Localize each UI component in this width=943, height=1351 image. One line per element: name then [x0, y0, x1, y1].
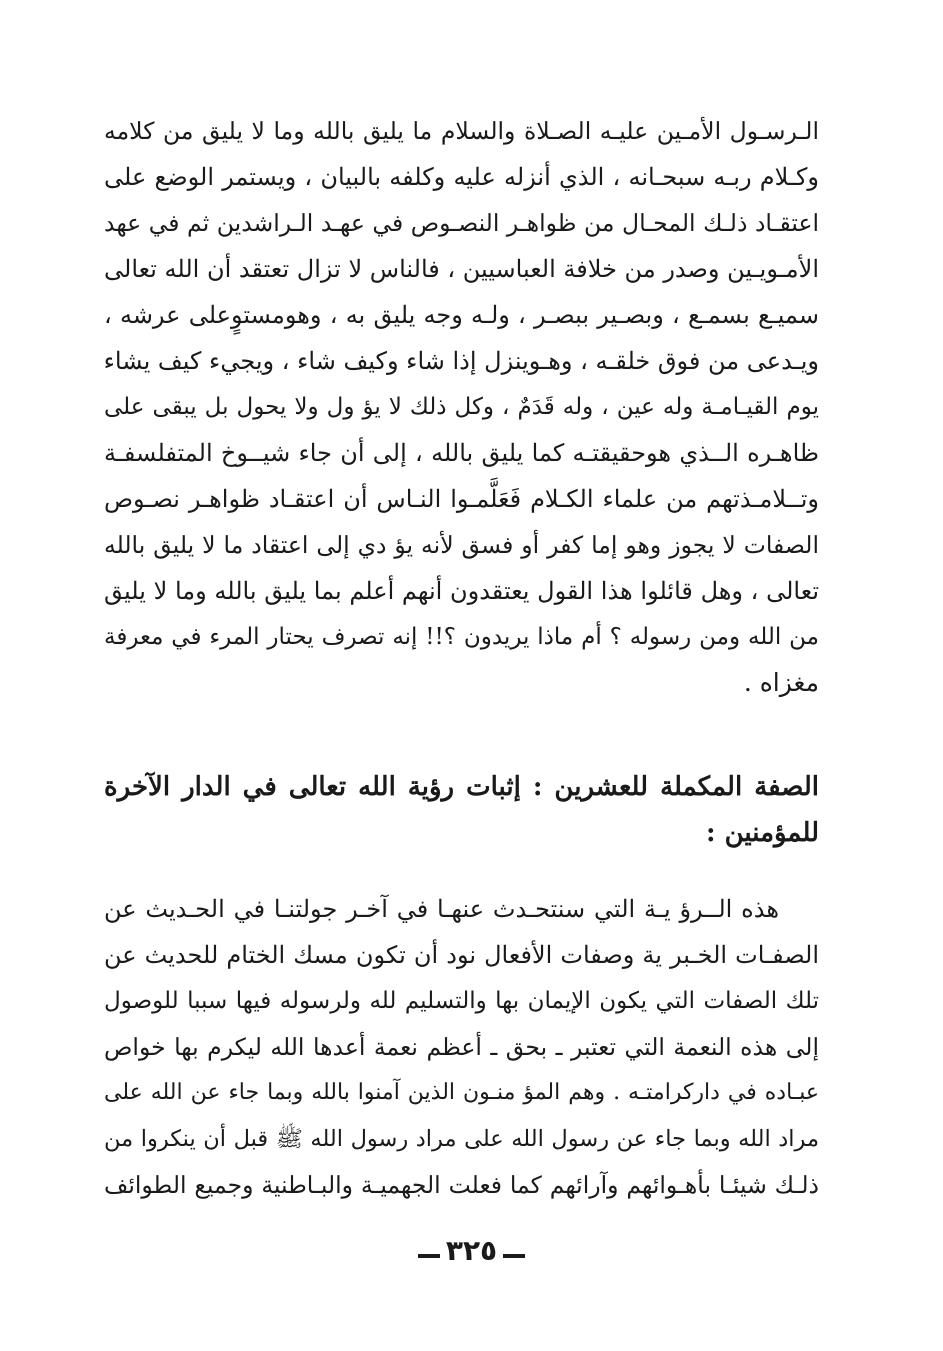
- text-line: ظاهـره الــذي هوحقيقتـه كما يليق بالله ، إلى أن جاء شيــوخ المتفلسفـة: [104, 439, 819, 467]
- text-line: الأمـويـين وصدر من خلافة العباسيين ، فالناس لا تزال تعتقد أن الله تعالى: [104, 255, 819, 283]
- text-line: مراد الله وبما جاء عن رسول الله على مراد رسول الله ﷺ قبل أن ينكروا من: [104, 1126, 819, 1152]
- text-line: هذه الــرؤ يـة التي سنتحـدث عنهـا في آخـر جولتنـا في الحـديث عن: [104, 895, 779, 923]
- page-footer: [0, 1234, 943, 1267]
- heading-line: للمؤمنين :: [705, 818, 819, 848]
- text-line: تلك الصفات التي يكون الإيمان بها والتسليم لله ولرسوله فيها سببا للوصول: [104, 988, 819, 1014]
- text-line: الـرسـول الأمـين عليـه الصـلاة والسلام ما يليق بالله وما لا يليق من كلامه: [104, 117, 819, 145]
- text-line: وكـلام ربـه سبحـانه ، الذي أنزله عليه وكلفه بالبيان ، ويستمر الوضع على: [104, 163, 819, 191]
- text-line: سميـع بسمـع ، وبصـير ببصـر ، ولـه وجه يليق به ، وهومستوٍعلى عرشه ،: [104, 301, 819, 329]
- dash-right: [418, 1254, 440, 1258]
- text-line: عبـاده في داركرامتـه . وهم المؤ منـون الذين آمنوا بالله وبما جاء عن الله على: [104, 1080, 819, 1105]
- text-line: تعالى ، وهل قائلوا هذا القول يعتقدون أنهم أعلم بما يليق بالله وما لا يليق: [104, 577, 819, 605]
- text-line: يوم القيـامـة وله عين ، وله قَدَمٌ ، وكل ذلك لا يؤ ول ولا يحول بل يبقى على: [104, 394, 819, 420]
- text-line: الصفات لا يجوز وهو إما كفر أو فسق لأنه يؤ دي إلى اعتقاد ما لا يليق بالله: [104, 531, 819, 559]
- heading-line: الصفة المكملة للعشرين : إثبات رؤية الله تعالى في الدار الآخرة: [104, 772, 819, 802]
- text-line: اعتقـاد ذلـك المحـال من ظواهـر النصـوص في عهـد الـراشدين ثم في عهد: [104, 209, 819, 237]
- text-line: ويـدعى من فوق خلقـه ، وهـوينزل إذا شاء وكيف شاء ، ويجيء كيف يشاء: [104, 347, 819, 375]
- dash-left: [503, 1254, 525, 1258]
- page-number: ٣٢٥: [445, 1234, 498, 1267]
- text-line: إلى هذه النعمة التي تعتبر ـ بحق ـ أعظم نعمة أعدها الله ليكرم بها خواص: [104, 1033, 819, 1061]
- text-line: من الله ومن رسوله ؟ أم ماذا يريدون ؟!! إنه تصرف يحتار المرء في معرفة: [104, 624, 819, 650]
- text-line: مغزاه .: [743, 668, 819, 697]
- text-line: الصفـات الخـبر ية وصفات الأفعال نود أن تكون مسك الختام للحديث عن: [104, 941, 819, 969]
- paragraph-2: [104, 886, 819, 1208]
- paragraph-1: [104, 108, 819, 706]
- text-line: ذلـك شيئـا بأهـوائهم وآرائهم كما فعلت الجهميـة والبـاطنية وجميع الطوائف: [104, 1171, 819, 1199]
- section-heading: [104, 764, 819, 856]
- text-line: وتــلامـذتهم من علماء الكـلام فَعَلَّمـوا النـاس أن اعتقـاد ظواهـر نصـوص: [104, 485, 819, 513]
- page-body: [104, 108, 819, 1208]
